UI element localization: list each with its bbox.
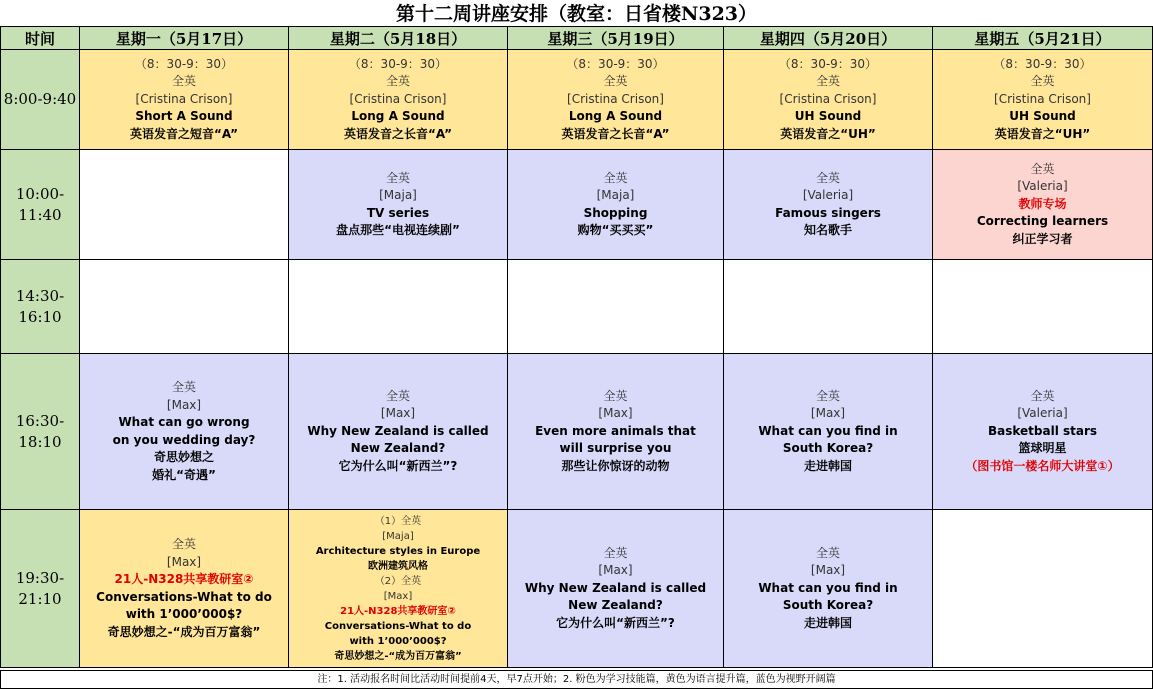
lecture-line: 全英 — [603, 545, 628, 560]
header-day: 星期四（5月20日） — [724, 27, 933, 50]
lecture-line: Correcting learners — [976, 214, 1109, 229]
lecture-line: What can you find in — [758, 580, 898, 595]
lecture-cell — [724, 50, 933, 150]
time-cell: 19:30-21:10 — [1, 510, 80, 668]
lecture-line: Conversations-What to do — [96, 589, 272, 604]
lecture-line: 全英 — [815, 545, 840, 560]
lecture-line: （8：30-9：30） — [778, 56, 878, 71]
lecture-cell — [80, 354, 289, 510]
empty-cell — [933, 510, 1153, 668]
lecture-line: Shopping — [583, 205, 648, 220]
lecture-line: 欧洲建筑风格 — [368, 560, 428, 572]
lecture-line: [Max] — [166, 397, 202, 412]
lecture-cell — [508, 50, 724, 150]
lecture-line: 奇思妙想之 — [153, 450, 214, 464]
lecture-line: 全英 — [385, 388, 410, 403]
lecture-line: 它为什么叫“新西兰”? — [338, 458, 458, 473]
lecture-cell — [933, 150, 1153, 260]
schedule-row — [1, 150, 1153, 260]
lecture-cell — [508, 510, 724, 668]
schedule-row — [1, 510, 1153, 668]
lecture-line: 全英 — [1030, 161, 1055, 176]
lecture-cell — [933, 354, 1153, 510]
lecture-line: 它为什么叫“新西兰”? — [556, 615, 675, 630]
lecture-line: [Valeria] — [1017, 406, 1068, 421]
time-cell: 16:30-18:10 — [1, 354, 80, 510]
lecture-line: with 1’000’000$? — [349, 635, 447, 647]
lecture-cell — [933, 50, 1153, 150]
lecture-cell — [724, 150, 933, 260]
lecture-cell — [289, 354, 508, 510]
empty-cell — [724, 260, 933, 354]
empty-cell — [508, 260, 724, 354]
lecture-line: 篮球明星 — [1018, 441, 1067, 456]
schedule-row — [1, 354, 1153, 510]
schedule-row — [1, 260, 1153, 354]
lecture-line: [Max] — [598, 563, 633, 578]
lecture-line: [Maja] — [596, 188, 635, 202]
lecture-cell — [724, 510, 933, 668]
lecture-cell — [80, 50, 289, 150]
lecture-line: on you wedding day? — [112, 432, 256, 447]
lecture-cell — [508, 354, 724, 510]
lecture-line: 知名歌手 — [803, 223, 852, 237]
lecture-line: 英语发音之“UH” — [780, 126, 876, 141]
lecture-line: [Cristina Crison] — [994, 91, 1091, 106]
lecture-line: （8：30-9：30） — [566, 56, 665, 71]
empty-cell — [80, 260, 289, 354]
lecture-line: [Valeria] — [1017, 179, 1068, 194]
lecture-line: 走进韩国 — [803, 615, 852, 630]
schedule-table — [0, 26, 1153, 668]
lecture-line: Famous singers — [775, 205, 881, 220]
lecture-line: Basketball stars — [987, 423, 1098, 438]
lecture-line: South Korea? — [782, 441, 874, 456]
lecture-line: （1）全英 — [374, 515, 422, 527]
lecture-line: with 1’000’000$? — [125, 607, 243, 621]
lecture-line: （2）全英 — [374, 575, 422, 587]
lecture-line: [Cristina Crison] — [135, 91, 233, 106]
lecture-line: UH Sound — [1009, 109, 1076, 124]
lecture-line: 那些让你惊讶的动物 — [561, 458, 670, 473]
lecture-line: [Cristina Crison] — [349, 91, 447, 106]
page-title: 第十二周讲座安排（教室：日省楼N323） — [395, 3, 758, 25]
lecture-line: South Korea? — [782, 598, 874, 613]
empty-cell — [80, 150, 289, 260]
lecture-line: Even more animals that — [535, 423, 696, 438]
lecture-line: 全英 — [171, 74, 196, 89]
lecture-line: 英语发音之长音“A” — [561, 126, 670, 141]
lecture-line: 走进韩国 — [803, 458, 852, 473]
empty-cell — [289, 260, 508, 354]
schedule-row — [1, 50, 1153, 150]
lecture-line: New Zealand? — [350, 441, 446, 456]
schedule-body — [1, 50, 1153, 668]
lecture-line: UH Sound — [794, 109, 862, 124]
lecture-line: 全英 — [385, 170, 410, 185]
lecture-line: 奇思妙想之-“成为百万富翁” — [334, 650, 462, 662]
lecture-line: What can you find in — [758, 423, 898, 438]
header-row — [1, 27, 1153, 50]
lecture-line: 英语发音之长音“A” — [344, 126, 452, 141]
time-cell: 14:30-16:10 — [1, 260, 80, 354]
lecture-line: 全英 — [815, 388, 840, 403]
lecture-line: [Cristina Crison] — [779, 91, 877, 106]
time-cell: 10:00-11:40 — [1, 150, 80, 260]
lecture-line: 盘点那些“电视连续剧” — [336, 223, 460, 237]
lecture-line: （8：30-9：30） — [134, 56, 234, 71]
lecture-line: 奇思妙想之-“成为百万富翁” — [107, 624, 261, 639]
lecture-cell — [508, 150, 724, 260]
lecture-line: [Max] — [810, 563, 846, 578]
lecture-line: [Max] — [383, 590, 413, 602]
lecture-line: 全英 — [171, 537, 196, 551]
lecture-line: [Max] — [598, 406, 633, 421]
lecture-line: [Max] — [810, 406, 846, 421]
lecture-line: 教师专场 — [1018, 196, 1067, 211]
lecture-line: What can go wrong — [118, 415, 250, 429]
lecture-line: [Max] — [380, 406, 416, 421]
lecture-line: （8：30-9：30） — [348, 56, 448, 71]
lecture-line: 全英 — [1030, 74, 1055, 89]
lecture-line: 全英 — [603, 74, 628, 89]
lecture-line: 婚礼“奇遇” — [152, 467, 216, 482]
lecture-line: 纠正学习者 — [1012, 231, 1073, 246]
lecture-line: Why New Zealand is called — [307, 423, 489, 438]
lecture-line: will surprise you — [559, 441, 672, 456]
lecture-cell — [289, 50, 508, 150]
lecture-line: Long A Sound — [568, 109, 663, 124]
empty-cell — [933, 260, 1153, 354]
lecture-line: [Maja] — [379, 188, 417, 202]
lecture-line: Architecture styles in Europe — [315, 545, 481, 557]
header-day: 星期三（5月19日） — [508, 27, 724, 50]
lecture-line: 全英 — [603, 170, 628, 185]
lecture-line: Why New Zealand is called — [524, 580, 707, 595]
lecture-line: Short A Sound — [135, 109, 233, 124]
lecture-line: 全英 — [815, 170, 840, 185]
lecture-line: 全英 — [1030, 388, 1055, 403]
lecture-cell — [724, 354, 933, 510]
header-time: 时间 — [1, 27, 80, 50]
lecture-line: 21人-N328共享教研室② — [114, 572, 254, 586]
lecture-line: 全英 — [815, 74, 840, 89]
lecture-line: 21人-N328共享教研室② — [340, 605, 456, 617]
lecture-line: Conversations-What to do — [324, 620, 472, 632]
lecture-line: [Maja] — [382, 530, 414, 542]
header-day: 星期一（5月17日） — [80, 27, 289, 50]
lecture-line: Long A Sound — [351, 109, 445, 124]
lecture-line: New Zealand? — [568, 598, 663, 613]
lecture-line: 购物“买买买” — [577, 223, 654, 237]
lecture-line: 全英 — [171, 380, 196, 394]
lecture-line: [Cristina Crison] — [567, 91, 664, 106]
header-day: 星期二（5月18日） — [289, 27, 508, 50]
lecture-cell — [289, 510, 508, 668]
lecture-line: TV series — [366, 205, 430, 220]
lecture-line: [Max] — [166, 554, 202, 569]
time-cell: 8:00-9:40 — [1, 50, 80, 150]
lecture-line: [Valeria] — [802, 188, 854, 202]
lecture-line: 英语发音之“UH” — [994, 126, 1091, 141]
lecture-cell — [289, 150, 508, 260]
lecture-line: 全英 — [603, 388, 628, 403]
lecture-line: （8：30-9：30） — [993, 56, 1092, 71]
lecture-cell — [80, 510, 289, 668]
lecture-line: 全英 — [385, 74, 410, 89]
lecture-line: （图书馆一楼名师大讲堂①） — [965, 458, 1120, 473]
lecture-line: 英语发音之短音“A” — [130, 126, 238, 141]
footnote: 注：1. 活动报名时间比活动时间提前4天，早7点开始；2. 粉色为学习技能篇，黄色为语言提升篇，蓝色为视野开阔篇 — [0, 670, 1153, 689]
header-day: 星期五（5月21日） — [933, 27, 1153, 50]
